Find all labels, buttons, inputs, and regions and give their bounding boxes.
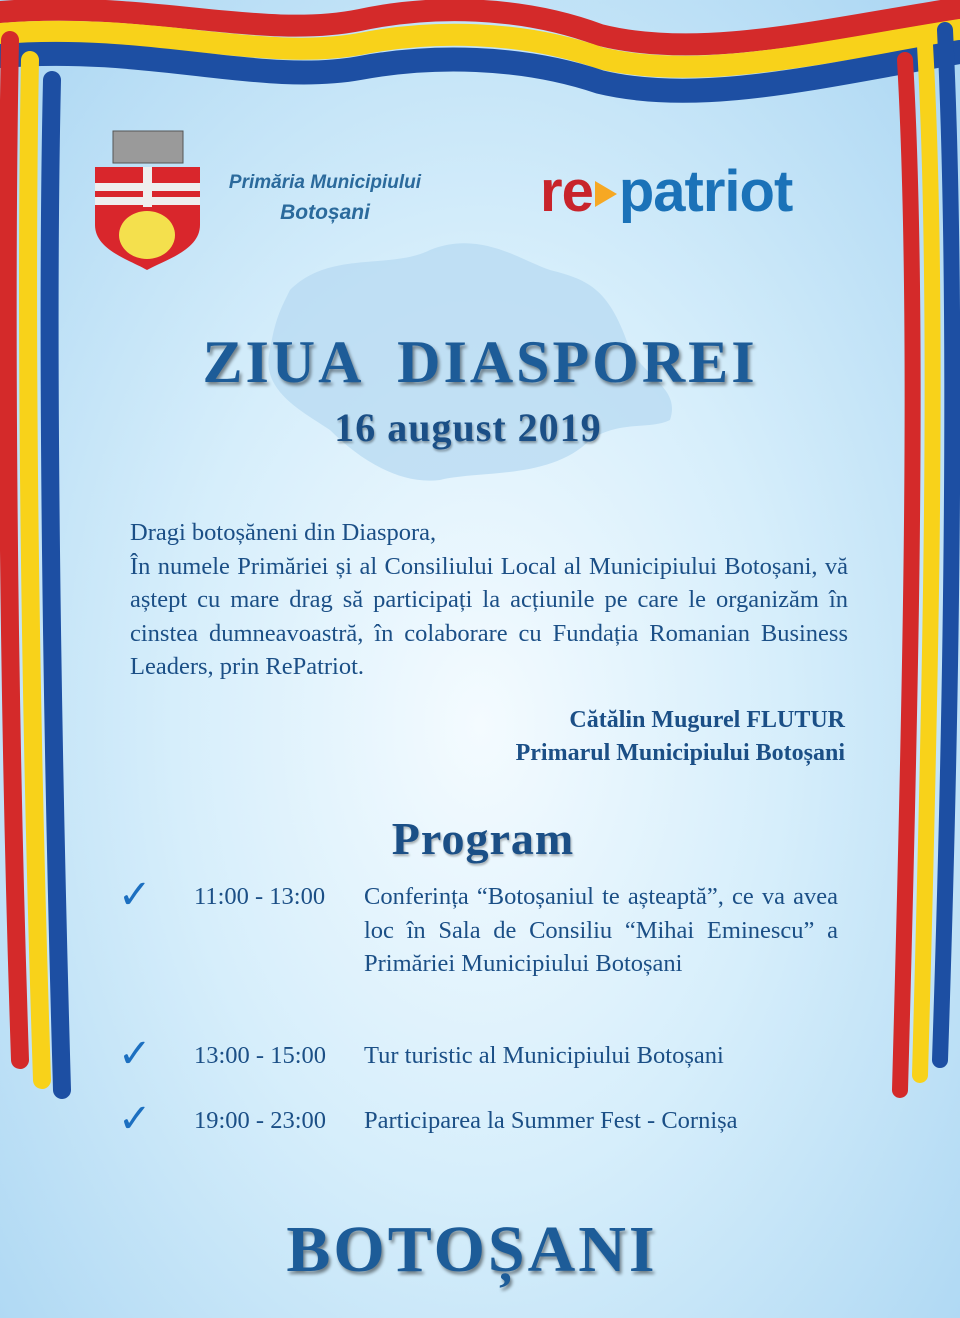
program-text: Conferința “Botoșaniul te așteaptă”, ce va avea loc în Sala de Consiliu “Mihai Eminescu” a Primăriei Municipiului Botoșani	[364, 883, 838, 977]
event-title: ZIUA DIASPOREI	[202, 329, 758, 395]
program-time: 13:00 - 15:00	[194, 1042, 327, 1069]
program-time: 19:00 - 23:00	[194, 1107, 327, 1134]
letter-greeting: Dragi botoșăneni din Diaspora,	[130, 519, 437, 546]
play-arrow-icon	[595, 181, 617, 207]
botosani-coat-of-arms	[95, 125, 200, 270]
letter-body	[130, 516, 848, 684]
program-time: 11:00 - 13:00	[194, 883, 326, 910]
institution-line2: Botoșani	[280, 201, 370, 224]
logo-patriot: patriot	[618, 159, 793, 224]
logo-re: re	[540, 159, 593, 224]
event-date: 16 august 2019	[334, 405, 602, 450]
program-text: Tur turistic al Municipiului Botoșani	[364, 1042, 724, 1069]
signature-name: Cătălin Mugurel FLUTUR	[569, 707, 845, 733]
letter-text: În numele Primăriei și al Consiliului Local al Municipiului Botoșani, vă aștept cu mare drag să participați la acțiunile pe care le organizăm în cinstea dumneavoastră, în colaborare cu Fundația Romanian Business Leaders, prin RePatriot.	[130, 552, 848, 681]
signature	[516, 704, 845, 770]
program-item	[118, 1096, 838, 1142]
signature-title: Primarul Municipiului Botoșani	[515, 740, 845, 766]
program-item	[118, 872, 838, 981]
institution-line1: Primăria Municipiului	[228, 172, 422, 193]
city-footer: BOTOȘANI	[286, 1213, 658, 1286]
checkmark-icon: ✓	[118, 872, 152, 918]
repatriot-logo	[540, 160, 792, 224]
program-text: Participarea la Summer Fest - Cornișa	[364, 1107, 738, 1134]
checkmark-icon: ✓	[118, 1096, 152, 1142]
checkmark-icon: ✓	[118, 1031, 152, 1077]
program-heading: Program	[391, 813, 575, 864]
program-item	[118, 1031, 838, 1077]
institution-name	[205, 168, 445, 228]
